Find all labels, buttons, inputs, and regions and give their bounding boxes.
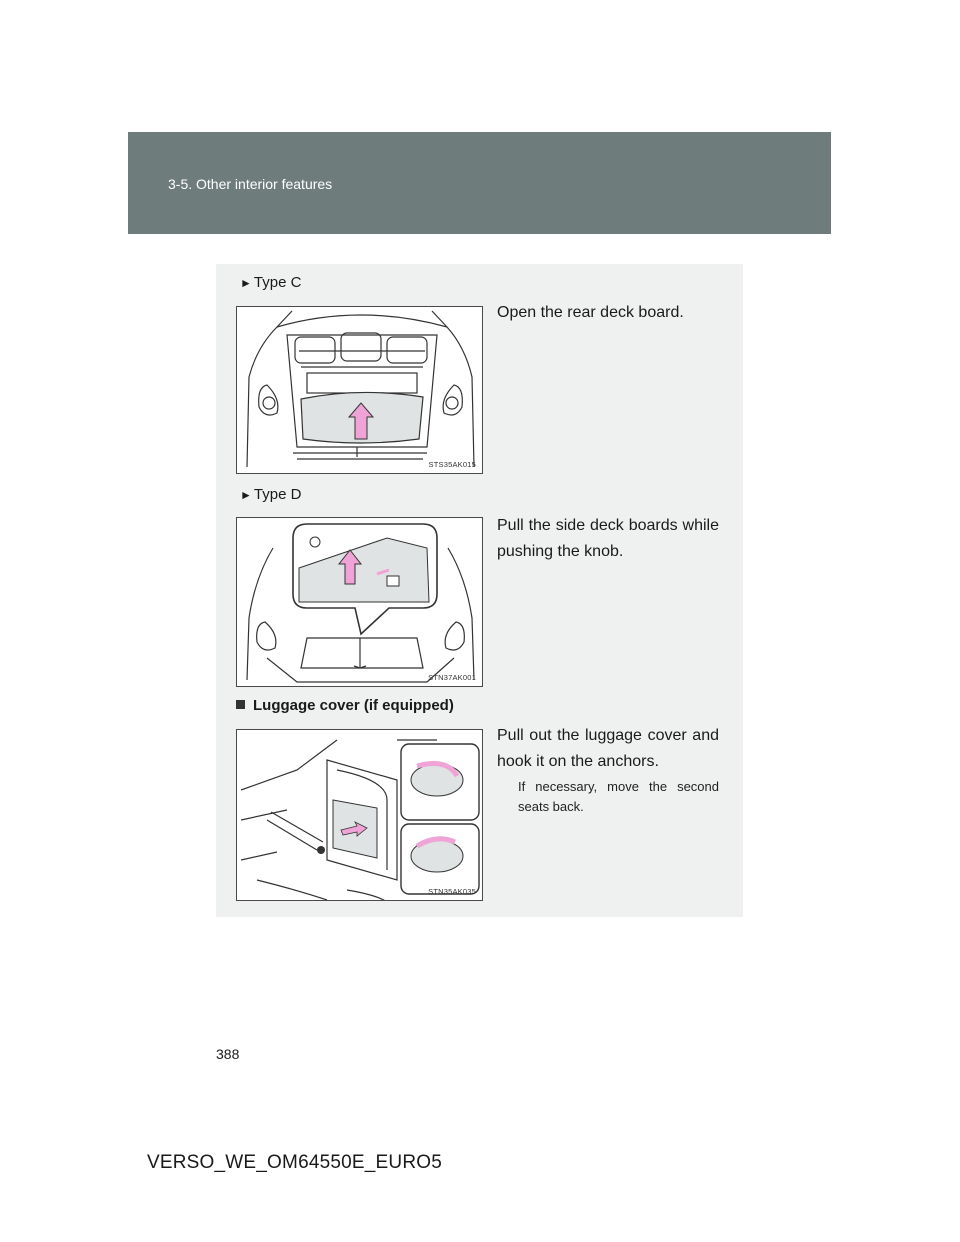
- header-band: [128, 132, 831, 234]
- type-c-figure: [236, 306, 483, 474]
- section-title: 3-5. Other interior features: [168, 176, 333, 192]
- type-d-figure: [236, 517, 483, 687]
- luggage-cover-illustration: [237, 730, 483, 901]
- luggage-cover-note: If necessary, move the second seats back.: [518, 779, 719, 814]
- type-c-label: ► Type C: [240, 274, 302, 291]
- page-number: 388: [216, 1046, 240, 1062]
- triangle-right-icon: ►: [240, 488, 252, 502]
- luggage-cover-figure: [236, 729, 483, 901]
- type-d-label: ► Type D: [240, 486, 302, 503]
- figure-code: STS35AK015: [428, 460, 476, 469]
- rear-deck-board-illustration: [237, 307, 483, 474]
- triangle-right-icon: ►: [240, 276, 252, 290]
- figure-code: STN35AK035: [428, 887, 476, 896]
- luggage-cover-heading: Luggage cover (if equipped): [236, 697, 454, 714]
- content-panel: [216, 264, 743, 917]
- luggage-cover-instruction: Pull out the luggage cover and hook it on the anchors.: [497, 727, 719, 770]
- type-c-instruction: Open the rear deck board.: [497, 304, 684, 321]
- side-deck-board-illustration: [237, 518, 483, 687]
- square-bullet-icon: [236, 700, 245, 709]
- document-code: VERSO_WE_OM64550E_EURO5: [147, 1152, 442, 1173]
- figure-code: STN37AK001: [428, 673, 476, 682]
- type-d-instruction: Pull the side deck boards while pushing the knob.: [497, 517, 719, 560]
